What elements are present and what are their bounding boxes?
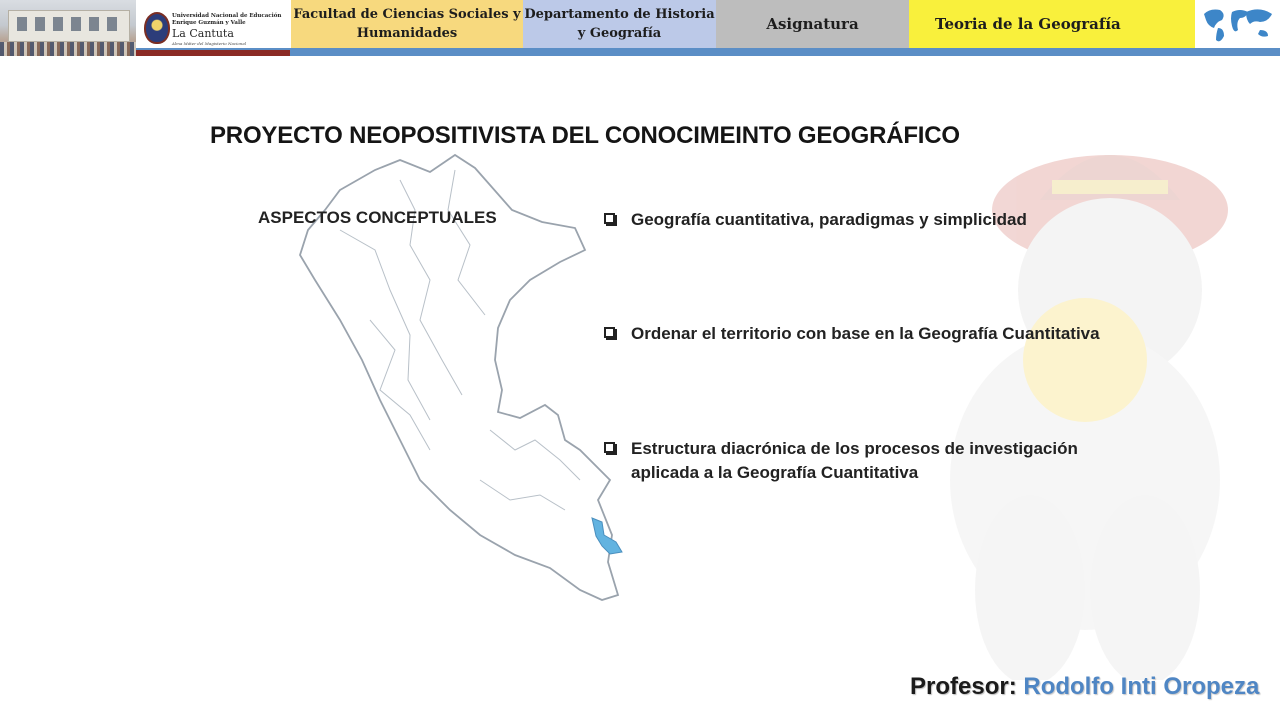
bullet-item xyxy=(604,208,1144,232)
department-cell: Departamento de Historia y Geografía xyxy=(523,0,716,48)
checkbox-bullet-icon xyxy=(604,327,615,338)
section-label: ASPECTOS CONCEPTUALES xyxy=(258,208,497,227)
header-logo-stripe xyxy=(136,50,290,56)
bullet-text: Geografía cuantitativa, paradigmas y simplicidad xyxy=(631,210,1027,229)
checkbox-bullet-icon xyxy=(604,213,615,224)
world-map-icon xyxy=(1196,0,1280,48)
bullet-text: Ordenar el territorio con base en la Geografía Cuantitativa xyxy=(631,324,1100,343)
university-short-name: La Cantuta xyxy=(172,27,234,40)
bullet-item xyxy=(604,322,1124,346)
professor-credit xyxy=(910,673,1259,701)
university-name: Universidad Nacional de Educación xyxy=(172,13,282,19)
campus-photo xyxy=(0,0,136,56)
checkbox-bullet-icon xyxy=(604,442,615,453)
campus-building xyxy=(8,10,130,42)
campus-crowd xyxy=(0,42,136,56)
faded-3d-figure-illustration xyxy=(790,120,1280,680)
bullet-text: Estructura diacrónica de los procesos de investigación aplicada a la Geografía Cuantitativa xyxy=(631,439,1078,482)
bullet-item xyxy=(604,437,1144,485)
course-label-cell: Asignatura xyxy=(716,0,909,48)
university-subname: Enrique Guzmán y Valle xyxy=(172,20,246,26)
header-accent-stripe xyxy=(136,48,1280,56)
professor-label: Profesor: xyxy=(910,673,1017,700)
university-motto: Alma Máter del Magisterio Nacional xyxy=(172,41,247,46)
university-logo-block xyxy=(136,0,290,50)
slide-title: PROYECTO NEOPOSITIVISTA DEL CONOCIMEINTO GEOGRÁFICO xyxy=(210,122,960,149)
header-banner xyxy=(0,0,1280,56)
faculty-cell: Facultad de Ciencias Sociales y Humanidades xyxy=(291,0,523,48)
university-seal-icon xyxy=(144,12,170,44)
course-name-cell: Teoria de la Geografía xyxy=(909,0,1195,48)
professor-name: Rodolfo Inti Oropeza xyxy=(1023,673,1260,700)
